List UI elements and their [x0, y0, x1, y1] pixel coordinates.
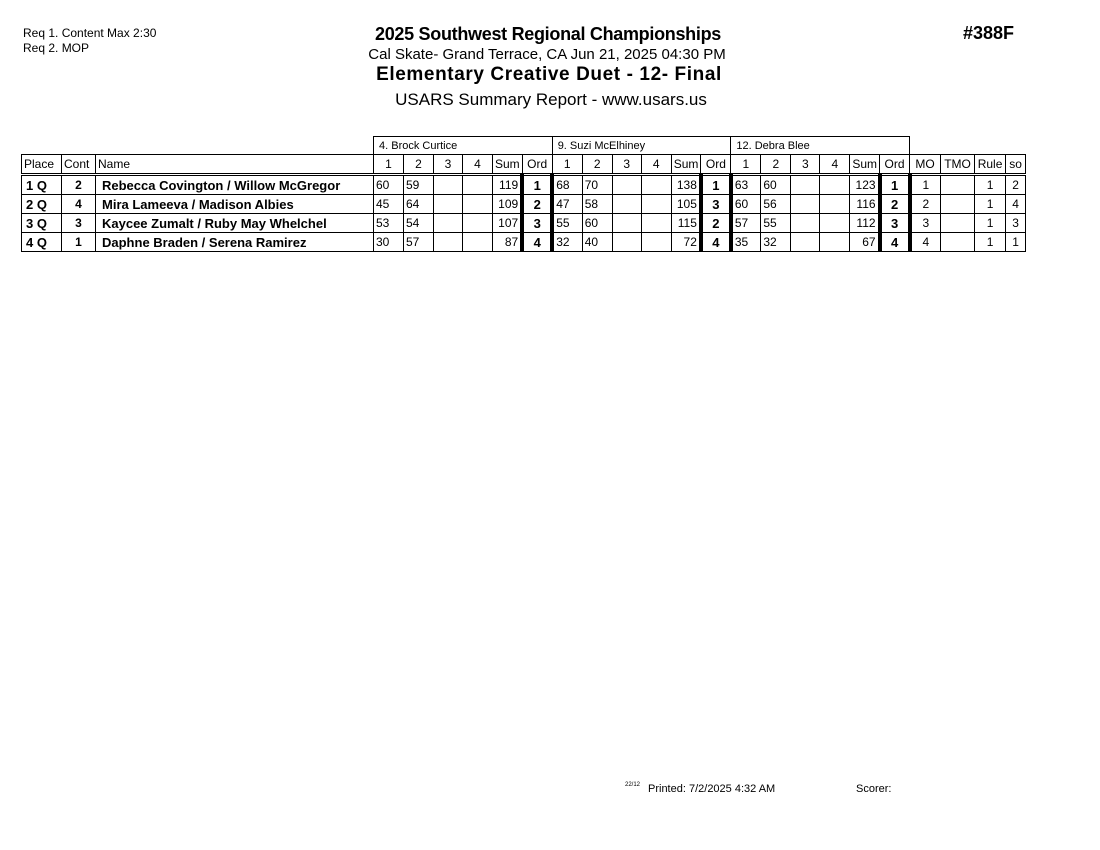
judge-3-sum: 123: [850, 175, 880, 195]
table-row: [22, 175, 1026, 195]
judge-3-score-1: 60: [731, 195, 761, 214]
judge-3-score-1: 63: [731, 175, 761, 195]
contestant-number: 3: [62, 214, 96, 233]
majority-ordinal: 3: [910, 214, 941, 233]
contestant-name: Kaycee Zumalt / Ruby May Whelchel: [96, 214, 374, 233]
judge-1-score-4: [463, 175, 493, 195]
total-majority-ordinal: [941, 233, 975, 252]
judge-2-score-3: [612, 195, 641, 214]
judge-2-ordinal: 3: [701, 195, 731, 214]
judge-1-sum: 109: [493, 195, 523, 214]
col-j1-3: 3: [434, 155, 463, 175]
judge-2-score-3: [612, 175, 641, 195]
judge-1-score-3: [434, 195, 463, 214]
total-majority-ordinal: [941, 175, 975, 195]
judge-3-score-4: [820, 195, 850, 214]
contestant-name: Rebecca Covington / Willow McGregor: [96, 175, 374, 195]
requirement-1: Req 1. Content Max 2:30: [23, 26, 157, 40]
judge-3-score-2: 32: [761, 233, 791, 252]
judge-3-score-4: [820, 233, 850, 252]
judge-3-ordinal: 4: [880, 233, 910, 252]
contestant-name: Mira Lameeva / Madison Albies: [96, 195, 374, 214]
results-rows: [22, 175, 1026, 252]
judge-1-ordinal: 1: [522, 175, 552, 195]
judge-1-sum: 107: [493, 214, 523, 233]
judge-3-sum: 116: [850, 195, 880, 214]
col-j1-ord: Ord: [522, 155, 552, 175]
event-title: Elementary Creative Duet - 12- Final: [376, 64, 722, 85]
col-mo: MO: [910, 155, 941, 175]
col-j3-3: 3: [791, 155, 820, 175]
report-title: USARS Summary Report - www.usars.us: [395, 90, 707, 109]
judge-2-score-4: [641, 195, 671, 214]
col-place: Place: [22, 155, 62, 175]
table-row: [22, 214, 1026, 233]
scorer-label: Scorer:: [856, 783, 892, 795]
rule: 1: [975, 214, 1006, 233]
judge-1-ordinal: 3: [522, 214, 552, 233]
judge-1-score-1: 53: [374, 214, 404, 233]
contestant-number: 1: [62, 233, 96, 252]
judge-2-sum: 72: [671, 233, 701, 252]
col-j3-2: 2: [761, 155, 791, 175]
judge-1-ordinal: 4: [522, 233, 552, 252]
majority-ordinal: 1: [910, 175, 941, 195]
judge-3-sum: 67: [850, 233, 880, 252]
judge-2-score-1: 32: [552, 233, 582, 252]
contestant-name: Daphne Braden / Serena Ramirez: [96, 233, 374, 252]
judge-2-score-4: [641, 214, 671, 233]
judge-3-score-3: [791, 195, 820, 214]
total-majority-ordinal: [941, 195, 975, 214]
judge-3-score-3: [791, 214, 820, 233]
judge-1-sum: 87: [493, 233, 523, 252]
judge-1-score-1: 60: [374, 175, 404, 195]
judge-3-score-2: 56: [761, 195, 791, 214]
judge-3-score-3: [791, 175, 820, 195]
col-j3-sum: Sum: [850, 155, 880, 175]
judge-2-score-4: [641, 175, 671, 195]
judge-2-score-1: 55: [552, 214, 582, 233]
judge-2-score-1: 47: [552, 195, 582, 214]
results-table: [21, 136, 1026, 252]
place: 2 Q: [22, 195, 62, 214]
judge-2-score-3: [612, 233, 641, 252]
col-j1-2: 2: [404, 155, 434, 175]
judge-1-ordinal: 2: [522, 195, 552, 214]
col-name: Name: [96, 155, 374, 175]
rule: 1: [975, 195, 1006, 214]
judge-3-ordinal: 1: [880, 175, 910, 195]
contestant-number: 4: [62, 195, 96, 214]
col-rule: Rule: [975, 155, 1006, 175]
judge-3-score-1: 35: [731, 233, 761, 252]
judge-2-score-2: 58: [582, 195, 612, 214]
judge-2-score-4: [641, 233, 671, 252]
judge-1-score-4: [463, 195, 493, 214]
judge-2-score-2: 60: [582, 214, 612, 233]
col-j2-sum: Sum: [671, 155, 701, 175]
col-cont: Cont: [62, 155, 96, 175]
judge-2-score-3: [612, 214, 641, 233]
col-tmo: TMO: [941, 155, 975, 175]
judge-2-ordinal: 1: [701, 175, 731, 195]
column-header-row: [22, 155, 1026, 175]
table-row: [22, 233, 1026, 252]
total-majority-ordinal: [941, 214, 975, 233]
judge-1-sum: 119: [493, 175, 523, 195]
col-j1-4: 4: [463, 155, 493, 175]
table-row: [22, 195, 1026, 214]
col-so: so: [1006, 155, 1026, 175]
judge-1-score-3: [434, 214, 463, 233]
judge-1-score-1: 30: [374, 233, 404, 252]
judge-3-score-4: [820, 214, 850, 233]
col-j2-1: 1: [552, 155, 582, 175]
col-j2-ord: Ord: [701, 155, 731, 175]
judge-3-score-1: 57: [731, 214, 761, 233]
judge-2-ordinal: 2: [701, 214, 731, 233]
requirement-2: Req 2. MOP: [23, 41, 90, 55]
col-j1-1: 1: [374, 155, 404, 175]
place: 1 Q: [22, 175, 62, 195]
judge-1-score-2: 57: [404, 233, 434, 252]
skating-order: 3: [1006, 214, 1026, 233]
judge-1-name: 4. Brock Curtice: [374, 137, 553, 155]
col-j3-1: 1: [731, 155, 761, 175]
rule: 1: [975, 175, 1006, 195]
judge-3-score-2: 55: [761, 214, 791, 233]
printed-timestamp: Printed: 7/2/2025 4:32 AM: [648, 783, 776, 795]
judge-2-name: 9. Suzi McElhiney: [552, 137, 731, 155]
judge-1-score-2: 59: [404, 175, 434, 195]
col-j3-4: 4: [820, 155, 850, 175]
judge-1-score-3: [434, 175, 463, 195]
event-number: #388F: [963, 23, 1015, 43]
judge-1-score-3: [434, 233, 463, 252]
footer-code: 22/12: [625, 782, 641, 788]
skating-order: 1: [1006, 233, 1026, 252]
judge-3-score-2: 60: [761, 175, 791, 195]
place: 4 Q: [22, 233, 62, 252]
judge-3-score-4: [820, 175, 850, 195]
col-j3-ord: Ord: [880, 155, 910, 175]
judge-1-score-4: [463, 233, 493, 252]
judge-1-score-1: 45: [374, 195, 404, 214]
majority-ordinal: 2: [910, 195, 941, 214]
judge-3-name: 12. Debra Blee: [731, 137, 910, 155]
judge-2-sum: 138: [671, 175, 701, 195]
rule: 1: [975, 233, 1006, 252]
judge-2-sum: 115: [671, 214, 701, 233]
judge-3-ordinal: 2: [880, 195, 910, 214]
competition-title: 2025 Southwest Regional Championships: [375, 24, 721, 44]
col-j2-3: 3: [612, 155, 641, 175]
judge-1-score-2: 64: [404, 195, 434, 214]
col-j2-4: 4: [641, 155, 671, 175]
contestant-number: 2: [62, 175, 96, 195]
judge-2-score-2: 70: [582, 175, 612, 195]
skating-order: 2: [1006, 175, 1026, 195]
judge-header-row: [22, 137, 1026, 155]
col-j1-sum: Sum: [493, 155, 523, 175]
majority-ordinal: 4: [910, 233, 941, 252]
skating-order: 4: [1006, 195, 1026, 214]
judge-2-sum: 105: [671, 195, 701, 214]
judge-3-score-3: [791, 233, 820, 252]
col-j2-2: 2: [582, 155, 612, 175]
judge-2-score-1: 68: [552, 175, 582, 195]
judge-1-score-2: 54: [404, 214, 434, 233]
judge-2-score-2: 40: [582, 233, 612, 252]
judge-1-score-4: [463, 214, 493, 233]
place: 3 Q: [22, 214, 62, 233]
judge-2-ordinal: 4: [701, 233, 731, 252]
venue-date-line: Cal Skate- Grand Terrace, CA Jun 21, 2025 04:30 PM: [368, 46, 726, 63]
judge-3-ordinal: 3: [880, 214, 910, 233]
judge-3-sum: 112: [850, 214, 880, 233]
